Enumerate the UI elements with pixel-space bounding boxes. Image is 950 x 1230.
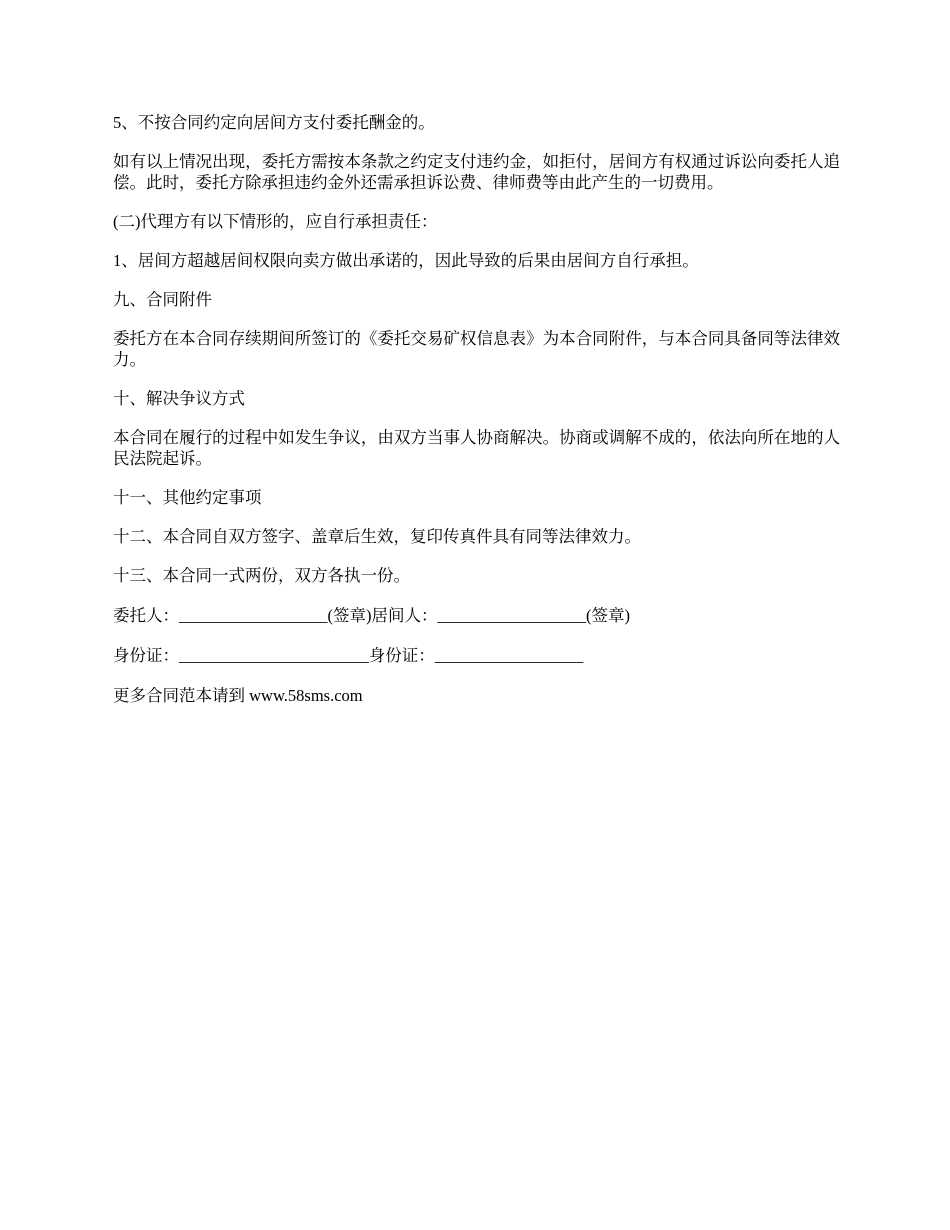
section-10-heading: 十、解决争议方式	[113, 389, 245, 408]
breach-penalty-paragraph: 如有以上情况出现，委托方需按本条款之约定支付违约金，如拒付，居间方有权通过诉讼向委托人追偿。此时，委托方除承担违约金外还需承担诉讼费、律师费等由此产生的一切费用。	[113, 152, 840, 192]
document-body	[113, 112, 840, 724]
attachment-paragraph: 委托方在本合同存续期间所签订的《委托交易矿权信息表》为本合同附件，与本合同具备同等法律效力。	[113, 329, 840, 369]
agent-liability-heading: (二)代理方有以下情形的，应自行承担责任：	[113, 212, 438, 231]
section-9-heading: 九、合同附件	[113, 290, 212, 309]
section-11-heading: 十一、其他约定事项	[113, 488, 262, 507]
clause-1-agent-overreach: 1、居间方超越居间权限向卖方做出承诺的，因此导致的后果由居间方自行承担。	[113, 251, 699, 270]
clause-5-unpaid-commission: 5、不按合同约定向居间方支付委托酬金的。	[113, 113, 435, 132]
footer-website-note: 更多合同范本请到 www.58sms.com	[113, 686, 363, 705]
section-13-paragraph: 十三、本合同一式两份，双方各执一份。	[113, 566, 410, 585]
dispute-resolution-paragraph: 本合同在履行的过程中如发生争议，由双方当事人协商解决。协商或调解不成的，依法向所在地的人民法院起诉。	[113, 428, 840, 468]
section-12-paragraph: 十二、本合同自双方签字、盖章后生效，复印传真件具有同等法律效力。	[113, 527, 641, 546]
signature-line: 委托人：__________________(签章)居间人：__________________(签章)	[113, 606, 630, 625]
id-number-line: 身份证：_______________________身份证：__________________	[113, 646, 584, 665]
